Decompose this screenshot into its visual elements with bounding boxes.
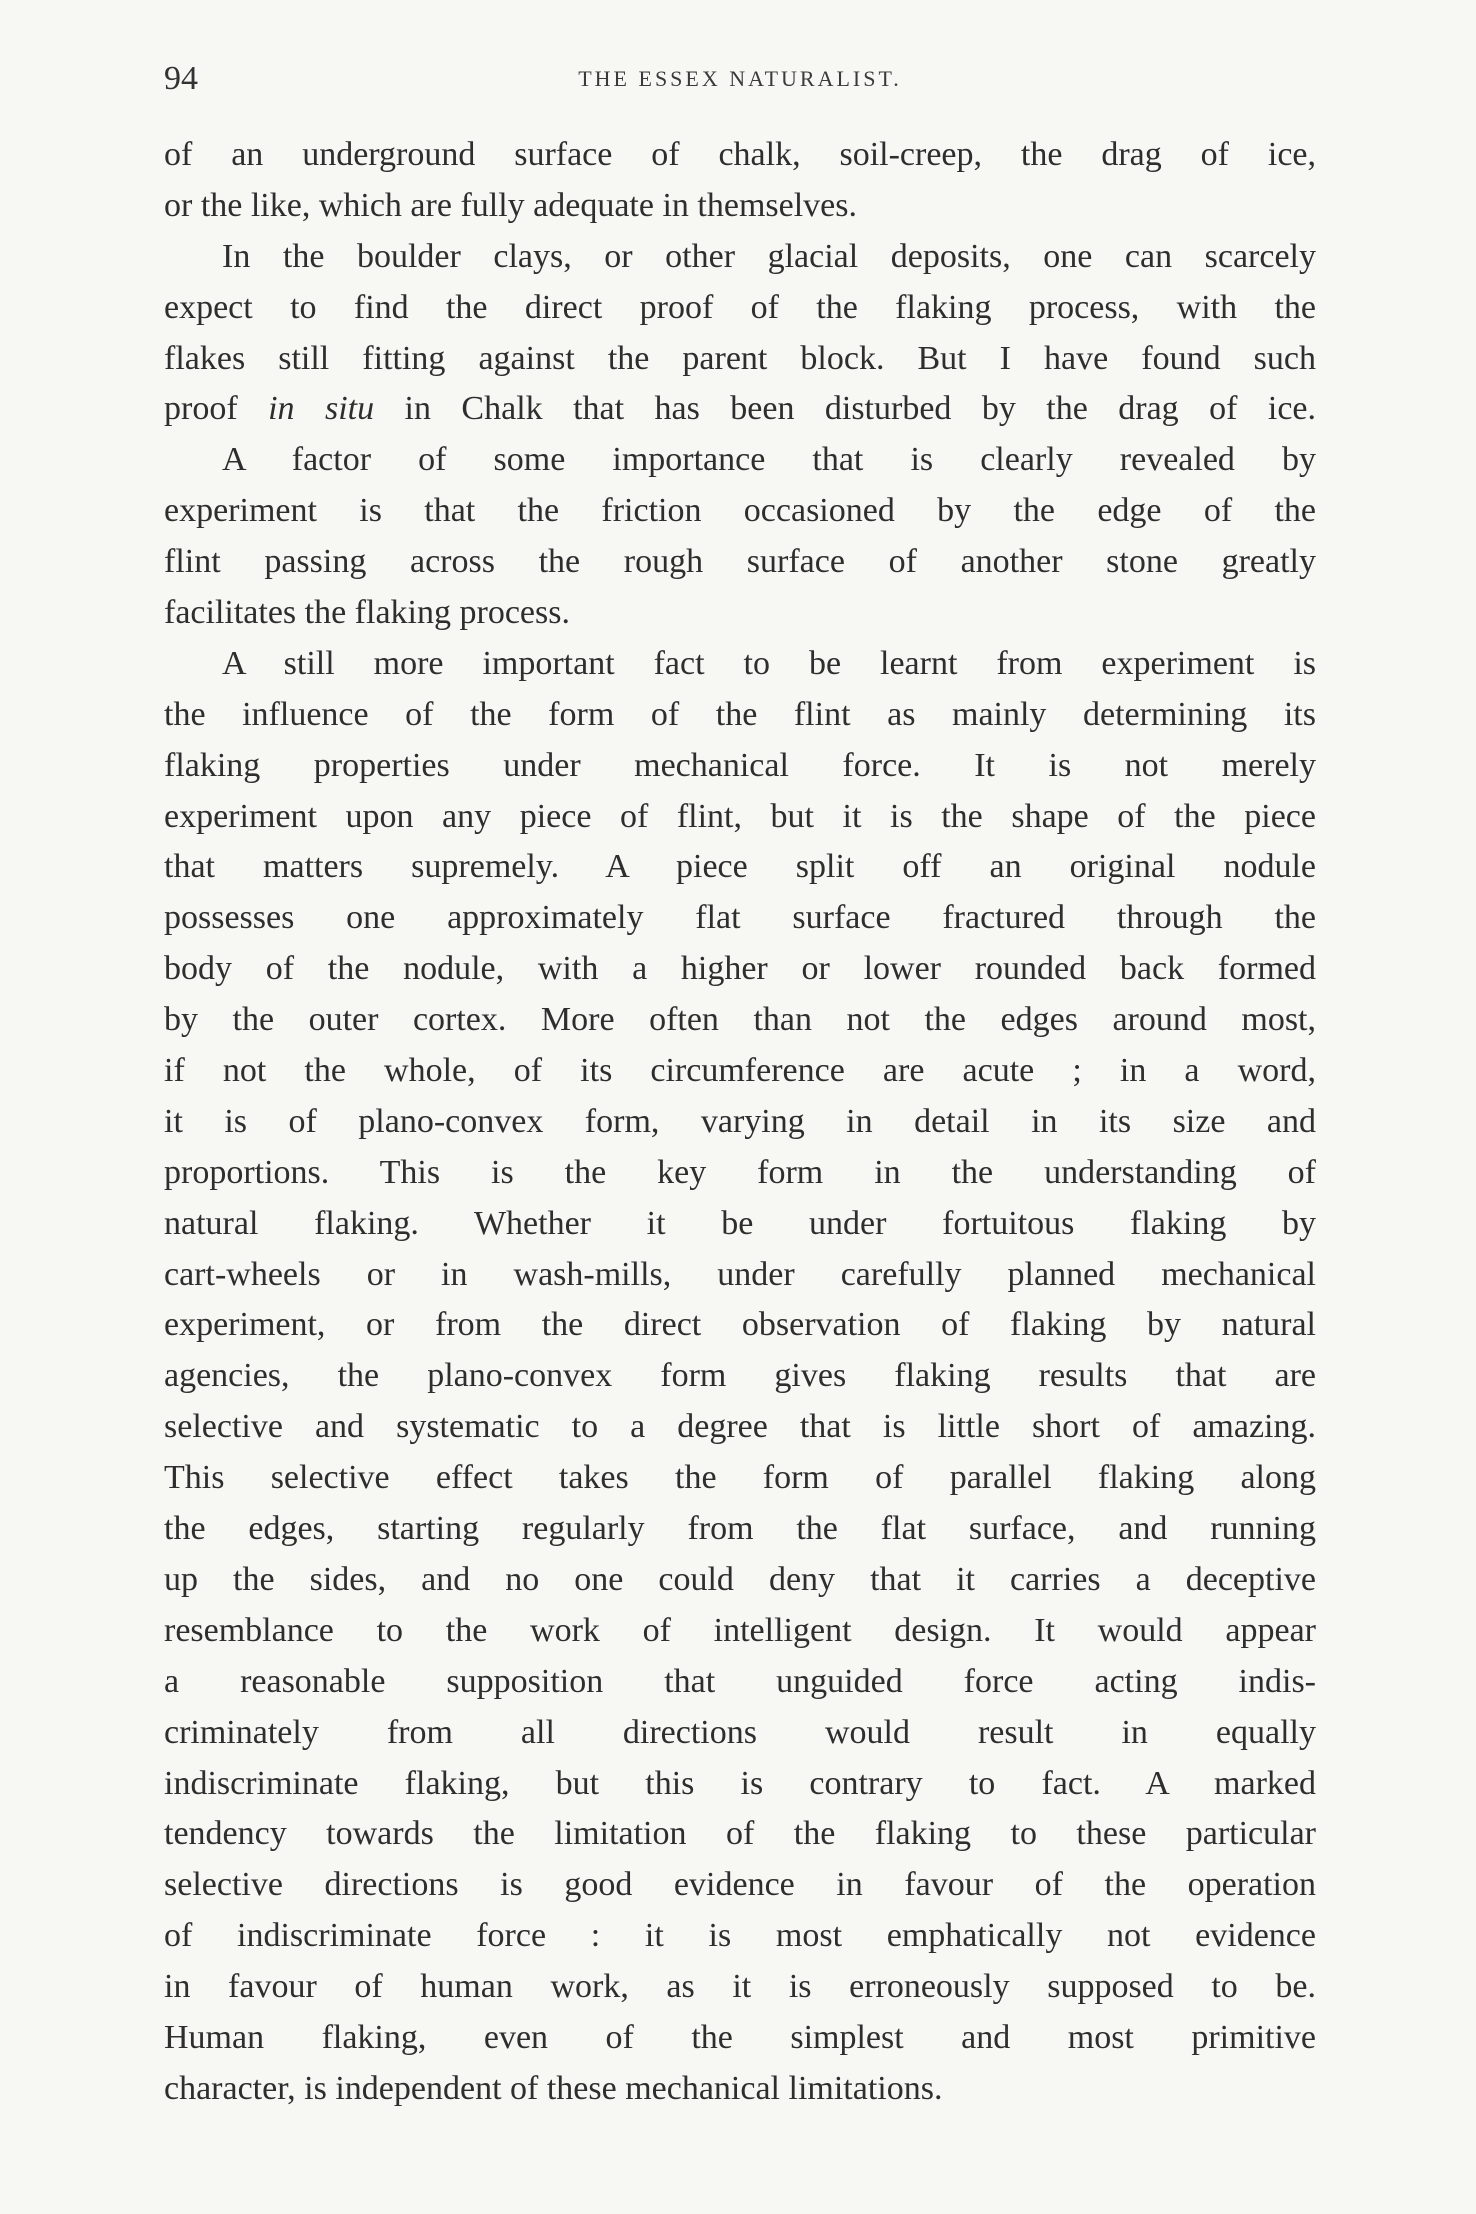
text-line: expect to find the direct proof of the flaking process, with the: [164, 288, 1316, 326]
text-line: of indiscriminate force : it is most emphatically not evidence: [164, 1917, 1316, 1955]
text-line: indiscriminate flaking, but this is contrary to fact. A marked: [164, 1764, 1316, 1802]
text-line: cart-wheels or in wash-mills, under carefully planned mechanical: [164, 1255, 1316, 1293]
text-line: character, is independent of these mechanical limitations.: [164, 2069, 943, 2107]
text-line-with-italic: [164, 384, 1316, 435]
text-line: it is of plano-convex form, varying in detail in its size and: [164, 1102, 1316, 1140]
text-line: possesses one approximately flat surface fractured through the: [164, 899, 1316, 937]
text-line: flint passing across the rough surface of another stone greatly: [164, 543, 1316, 581]
italic-term: in situ: [268, 390, 375, 428]
text-line: Human flaking, even of the simplest and most primitive: [164, 2018, 1316, 2056]
text-line: or the like, which are fully adequate in themselves.: [164, 186, 857, 224]
text-line: proportions. This is the key form in the understanding of: [164, 1153, 1316, 1191]
page-number: 94: [164, 60, 198, 97]
text-line: tendency towards the limitation of the flaking to these particular: [164, 1815, 1316, 1853]
text-line: A factor of some importance that is clearly revealed by: [222, 441, 1316, 479]
running-title: THE ESSEX NATURALIST.: [578, 66, 902, 91]
text-line: the influence of the form of the flint as mainly determining its: [164, 695, 1316, 733]
text-line: criminately from all directions would result in equally: [164, 1713, 1316, 1751]
text-line: that matters supremely. A piece split off an original nodule: [164, 848, 1316, 886]
text-line: selective and systematic to a degree that is little short of amazing.: [164, 1408, 1316, 1446]
text-fragment: proof: [164, 390, 269, 428]
text-line: resemblance to the work of intelligent design. It would appear: [164, 1611, 1316, 1649]
body-text: [164, 130, 1316, 2115]
text-line: natural flaking. Whether it be under fortuitous flaking by: [164, 1204, 1316, 1242]
text-line: of an underground surface of chalk, soil-creep, the drag of ice,: [164, 136, 1316, 173]
text-line: if not the whole, of its circumference are acute ; in a word,: [164, 1052, 1316, 1090]
text-line: by the outer cortex. More often than not the edges around most,: [164, 1001, 1316, 1039]
text-line: experiment is that the friction occasioned by the edge of the: [164, 492, 1316, 530]
text-line: experiment, or from the direct observation of flaking by natural: [164, 1306, 1316, 1344]
text-line: This selective effect takes the form of parallel flaking along: [164, 1459, 1316, 1497]
text-line: body of the nodule, with a higher or lower rounded back formed: [164, 950, 1316, 988]
text-line: a reasonable supposition that unguided force acting indis-: [164, 1662, 1316, 1700]
text-fragment: in Chalk that has been disturbed by the drag of ice.: [374, 390, 1316, 428]
page-header: [164, 60, 1316, 104]
text-line: in favour of human work, as it is erroneously supposed to be.: [164, 1968, 1316, 2006]
text-line: flaking properties under mechanical force. It is not merely: [164, 746, 1316, 784]
text-line: agencies, the plano-convex form gives flaking results that are: [164, 1357, 1316, 1395]
text-line: A still more important fact to be learnt from experiment is: [222, 644, 1316, 682]
text-line: experiment upon any piece of flint, but it is the shape of the piece: [164, 797, 1316, 835]
text-line: the edges, starting regularly from the flat surface, and running: [164, 1510, 1316, 1548]
text-line: up the sides, and no one could deny that it carries a deceptive: [164, 1560, 1316, 1598]
text-line: facilitates the flaking process.: [164, 594, 570, 632]
text-line: flakes still fitting against the parent block. But I have found such: [164, 339, 1316, 377]
text-line: selective directions is good evidence in favour of the operation: [164, 1866, 1316, 1904]
text-line: In the boulder clays, or other glacial deposits, one can scarcely: [222, 237, 1316, 275]
